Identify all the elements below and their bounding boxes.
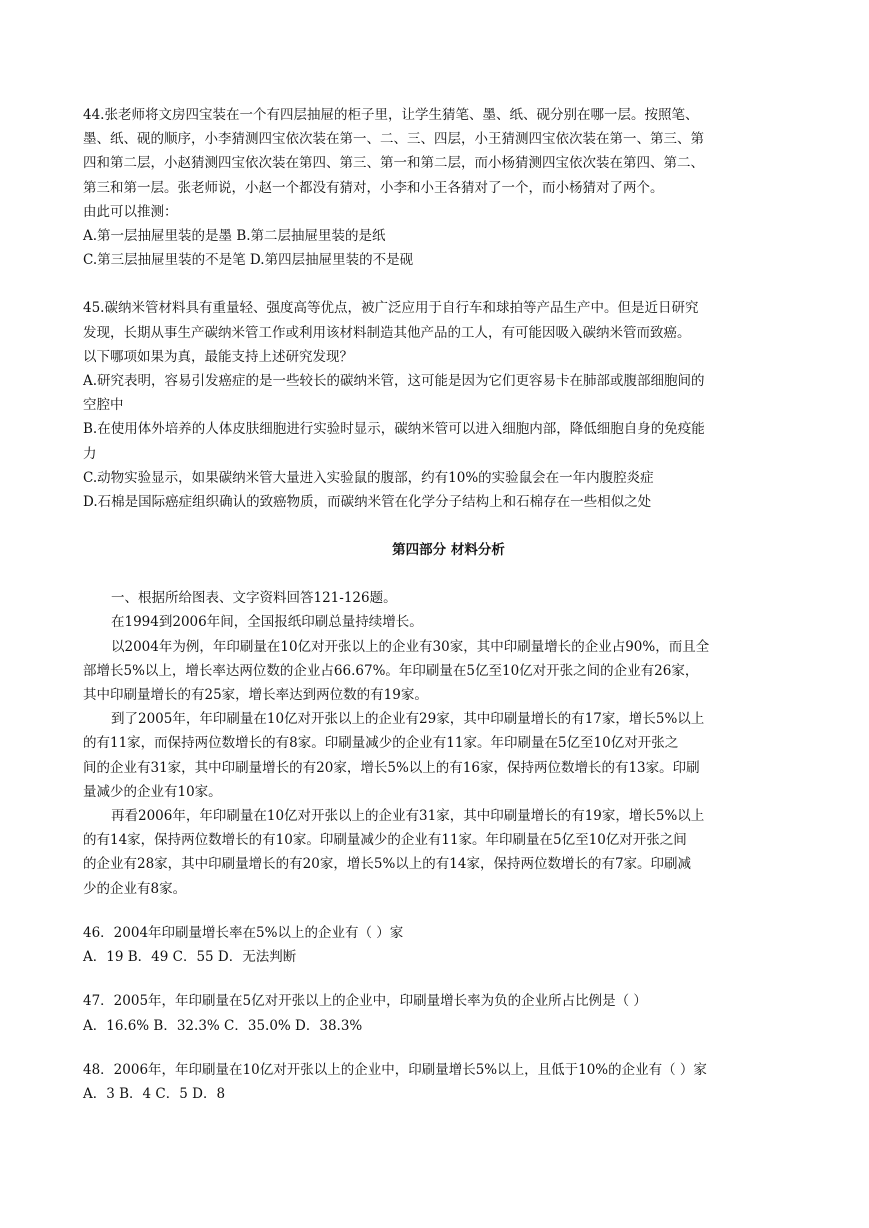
section-title: 第四部分 材料分析 [392,542,505,559]
material-paragraph-line: 以2004年为例，年印刷量在10亿对开张以上的企业有30家，其中印刷量增长的企业占90%，而且全 [111,638,710,655]
question-48-stem: 48．2006年，年印刷量在10亿对开张以上的企业中，印刷量增长5%以上，且低于10%的企业有（ ）家 [83,1061,707,1078]
question-44-line: 44.张老师将文房四宝装在一个有四层抽屉的柜子里，让学生猜笔、墨、纸、砚分别在哪一层。按照笔、 [83,107,699,123]
material-paragraph-line: 到了2005年，年印刷量在10亿对开张以上的企业有29家，其中印刷量增长的有17家，增长5%以上 [111,711,705,728]
material-paragraph-line: 的有11家，而保持两位数增长的有8家。印刷量减少的企业有11家。年印刷量在5亿至10亿对开张之 [83,735,679,752]
question-44-option: C.第三层抽屉里装的不是笔 D.第四层抽屉里装的不是砚 [83,252,414,269]
document-page [83,103,789,1106]
question-45-option: D.石棉是国际癌症组织确认的致癌物质，而碳纳米管在化学分子结构上和石棉存在一些相似之处 [83,494,652,511]
question-46-options: A．19 B．49 C．55 D．无法判断 [83,949,297,966]
material-paragraph-line: 间的企业有31家，其中印刷量增长的有20家，增长5%以上的有16家，保持两位数增长的有13家。印刷 [83,759,700,776]
material-paragraph-line: 部增长5%以上，增长率达两位数的企业占66.67%。年印刷量在5亿至10亿对开张之间的企业有26家， [83,662,699,679]
material-paragraph-line: 其中印刷量增长的有25家，增长率达到两位数的有19家。 [83,687,428,704]
question-45-line: 发现，长期从事生产碳纳米管工作或利用该材料制造其他产品的工人，有可能因吸入碳纳米管而致癌。 [83,324,691,341]
material-paragraph-line: 在1994到2006年间，全国报纸印刷总量持续增长。 [111,614,423,631]
material-analysis [83,586,789,901]
question-44-line: 第三和第一层。张老师说，小赵一个都没有猜对，小李和小王各猜对了一个，而小杨猜对了两个。 [83,179,664,196]
question-46-stem: 46．2004年印刷量增长率在5%以上的企业有（ ）家 [83,924,404,941]
question-45-option: A.研究表明，容易引发癌症的是一些较长的碳纳米管，这可能是因为它们更容易卡在肺部或腹部细胞间的 [83,373,705,390]
material-paragraph-line: 的企业有28家，其中印刷量增长的有20家，增长5%以上的有14家，保持两位数增长的有7家。印刷减 [83,856,692,873]
material-paragraph-line: 一、根据所给图表、文字资料回答121-126题。 [111,590,397,607]
question-47 [83,989,789,1037]
question-45-line: 以下哪项如果为真，最能支持上述研究发现？ [83,348,353,365]
question-44-option: A.第一层抽屉里装的是墨 B.第二层抽屉里装的是纸 [83,228,386,245]
question-44-line: 由此可以推测： [83,203,178,220]
question-45-option: B.在使用体外培养的人体皮肤细胞进行实验时显示，碳纳米管可以进入细胞内部，降低细胞自身的免疫能 [83,421,705,438]
question-44 [83,103,789,272]
question-44-line: 四和第二层，小赵猜测四宝依次装在第四、第三、第一和第二层，而小杨猜测四宝依次装在第四、第二、 [83,155,704,172]
question-47-stem: 47．2005年，年印刷量在5亿对开张以上的企业中，印刷量增长率为负的企业所占比例是（ ） [83,993,647,1010]
question-47-options: A．16.6% B．32.3% C．35.0% D．38.3% [83,1017,363,1034]
question-45-option: 力 [83,445,97,462]
question-45-line: 45.碳纳米管材料具有重量轻、强度高等优点，被广泛应用于自行车和球拍等产品生产中。但是近日研究 [83,300,699,317]
question-48 [83,1058,789,1106]
material-paragraph-line: 的有14家，保持两位数增长的有10家。印刷量减少的企业有11家。年印刷量在5亿至10亿对开张之间 [83,832,687,849]
question-44-line: 墨、纸、砚的顺序，小李猜测四宝依次装在第一、二、三、四层，小王猜测四宝依次装在第一、第三、第 [83,131,704,148]
material-paragraph-line: 少的企业有8家。 [83,880,187,897]
question-45-option: C.动物实验显示，如果碳纳米管大量进入实验鼠的腹部，约有10%的实验鼠会在一年内腹腔炎症 [83,469,654,486]
material-paragraph-line: 再看2006年，年印刷量在10亿对开张以上的企业有31家，其中印刷量增长的有19家，增长5%以上 [111,808,705,825]
question-46 [83,921,789,969]
material-paragraph-line: 量减少的企业有10家。 [83,783,222,800]
question-48-options: A．3 B．4 C．5 D．8 [83,1085,226,1102]
question-45-option: 空腔中 [83,397,124,414]
question-45 [83,296,789,514]
